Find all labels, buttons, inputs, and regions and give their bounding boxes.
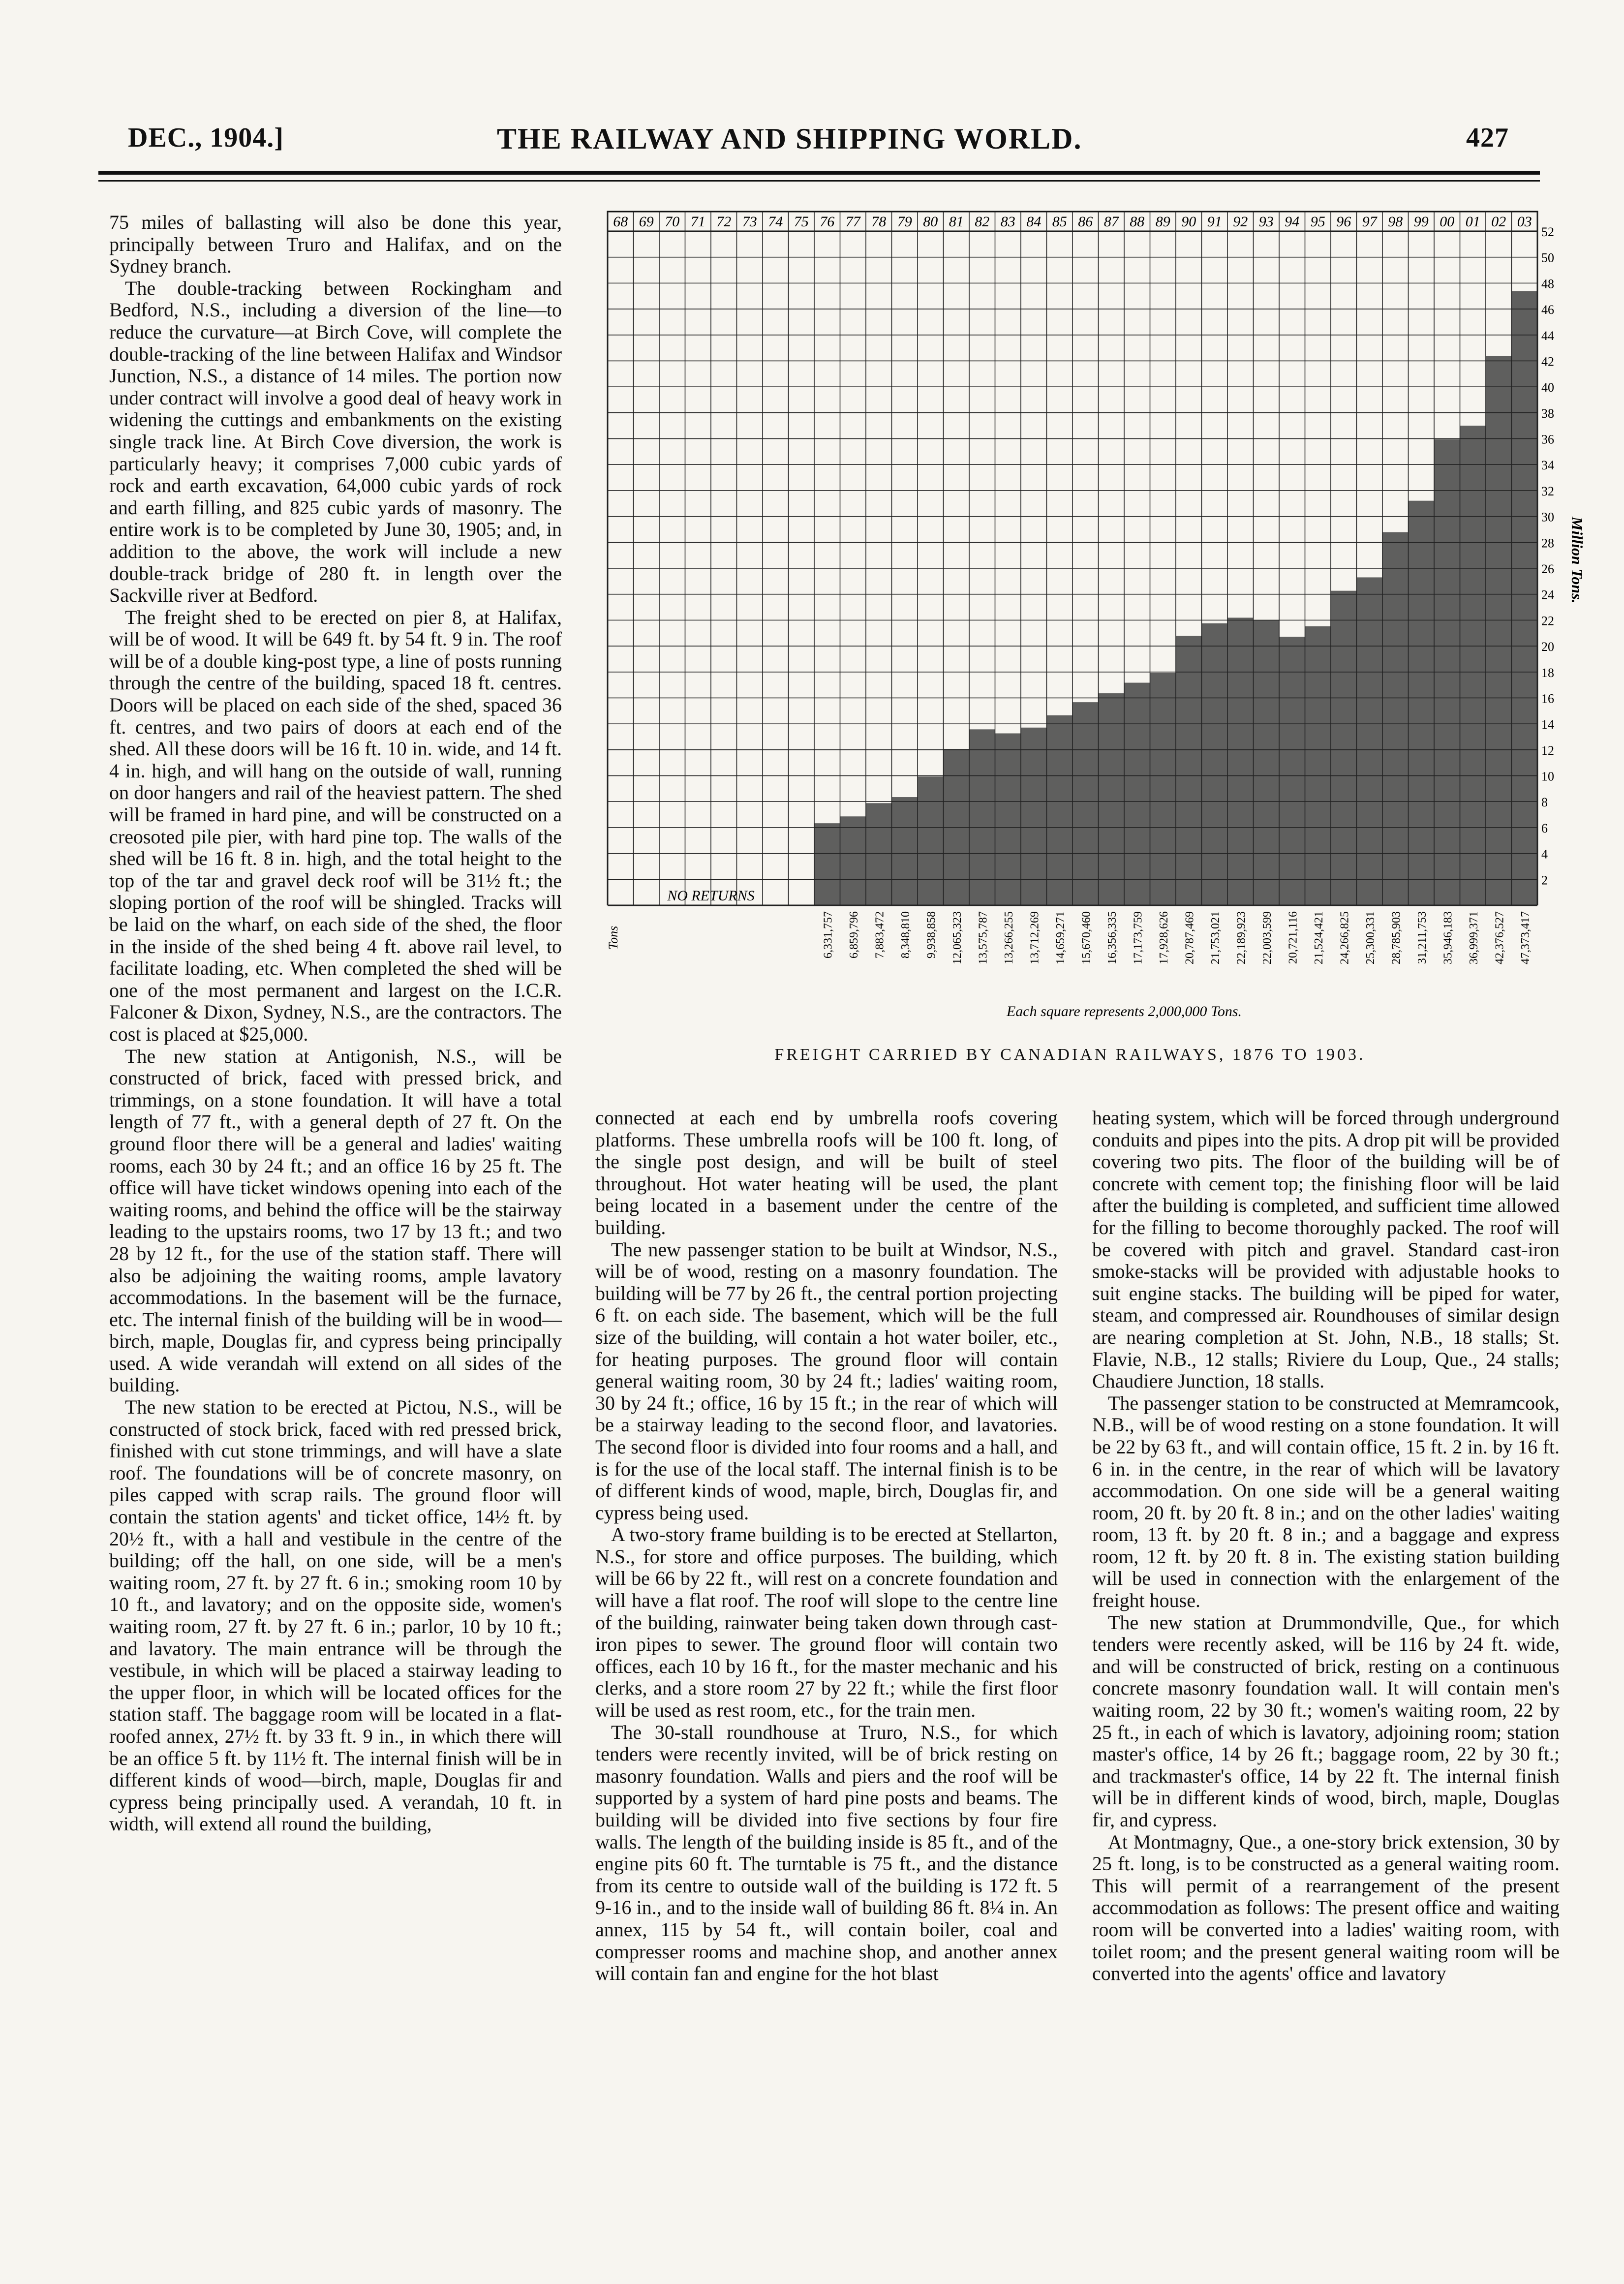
year-label: 99 [1413, 214, 1429, 230]
x-unit-label: Tons [606, 926, 620, 950]
value-label: 8,348,810 [899, 911, 912, 958]
value-label: 13,575,787 [977, 911, 990, 964]
year-label: 79 [897, 214, 912, 230]
text-column-left [109, 212, 562, 2130]
year-label: 98 [1388, 214, 1403, 230]
year-label: 88 [1130, 214, 1145, 230]
year-label: 72 [716, 214, 732, 230]
chart-caption: FREIGHT CARRIED BY CANADIAN RAILWAYS, 1876 TO 1903. [774, 1046, 1366, 1064]
y-axis-label: Million Tons. [1568, 517, 1586, 604]
freight-bar [1409, 501, 1435, 905]
year-label: 90 [1181, 214, 1196, 230]
year-label: 74 [768, 214, 783, 230]
y-tick-label: 38 [1541, 406, 1554, 421]
freight-bar [1460, 426, 1486, 905]
y-tick-label: 24 [1541, 587, 1554, 602]
freight-bar [1305, 626, 1331, 905]
year-label: 75 [794, 214, 809, 230]
value-label: 20,787,469 [1183, 911, 1196, 964]
value-label: 35,946,183 [1441, 911, 1455, 964]
y-tick-label: 36 [1541, 432, 1554, 447]
year-label: 80 [923, 214, 938, 230]
y-tick-label: 48 [1541, 277, 1554, 291]
value-label: 28,785,903 [1390, 911, 1403, 964]
year-label: 87 [1103, 214, 1119, 230]
freight-bar [840, 816, 866, 905]
freight-bar [1176, 636, 1202, 905]
year-label: 93 [1258, 214, 1274, 230]
paragraph: The freight shed to be erected on pier 8, at Halifax, will be of wood. It will be 649 ft. by 54 ft. 9 in. The roof will be of a double king-post type, a line of posts running through the centre of the building, spaced 18 ft. centres. Doors will be placed on each side of the shed, spaced 36 ft. centres, and two pairs of doors at each end of the shed. All these doors will be 16 ft. 10 in. wide, and 14 ft. 4 in. high, and will hang on the outside of wall, running on door hangers and rail of the heaviest pattern. The shed will be framed in hard pine, and will be constructed on a creosoted pile pier, with hard pine top. The walls of the shed will be 16 ft. 8 in. high, and the total height to the top of the tar and gravel deck roof will be 31½ ft.; the sloping portion of the roof will be shingled. Tracks will be laid on the wharf, on each side of the shed, the floor in the inside of the shed being 4 ft. above rail level, to facilitate loading, etc. When completed the shed will be one of the most permanent and largest on the I.C.R. Falconer & Dixon, Sydney, N.S., are the contractors. The cost is placed at $25,000. [109, 606, 562, 1045]
y-tick-label: 50 [1541, 250, 1554, 265]
text-column-middle [595, 1107, 1058, 2130]
page-number: 427 [1466, 123, 1509, 153]
year-label: 78 [871, 214, 887, 230]
year-label: 91 [1207, 214, 1222, 230]
y-tick-label: 4 [1541, 847, 1548, 862]
year-label: 70 [665, 214, 680, 230]
year-label: 03 [1517, 214, 1532, 230]
paragraph: The passenger station to be constructed at Memramcook, N.B., will be of wood resting on a stone foundation. It will be 22 by 63 ft., and will contain office, 15 ft. 2 in. by 16 ft. 6 in. in the centre, in the rear of which will be lavatory accommodation. On one side will be a general waiting room, 20 ft. by 20 ft. 8 in.; and on the other ladies' waiting room, 13 ft. by 20 ft. 8 in.; and a baggage and express room, 12 ft. by 20 ft. 8 in. The existing station building will be used in connection with the enlargement of the freight house. [1092, 1391, 1560, 1612]
value-label: 6,859,796 [847, 911, 860, 958]
y-tick-label: 28 [1541, 536, 1554, 551]
freight-bar [1150, 673, 1176, 905]
year-label: 83 [1000, 214, 1015, 230]
value-label: 14,659,271 [1054, 911, 1067, 964]
issue-date: DEC., 1904.] [128, 123, 284, 153]
freight-bar [969, 729, 995, 905]
year-label: 81 [949, 214, 964, 230]
paragraph: A two-story frame building is to be erected at Stellarton, N.S., for store and office purposes. The building, which will be 66 by 22 ft., will rest on a concrete foundation and will have a flat roof. The roof will slope to the centre line of the building, rainwater being taken down through cast-iron pipes to sewer. The ground floor will contain two offices, each 10 by 16 ft., for the master mechanic and his clerks, and a store room 27 by 22 ft.; while the first floor will be used as rest room, etc., for the train men. [595, 1523, 1058, 1722]
paragraph: The 30-stall roundhouse at Truro, N.S., for which tenders were recently invited, will be of brick resting on masonry foundation. Walls and piers and the roof will be supported by a system of hard pine posts and beams. The building will be divided into five sections by four fire walls. The length of the building inside is 85 ft., and of the engine pits 60 ft. The turntable is 75 ft., and the distance from its centre to outside wall of the building is 172 ft. 5 9-16 in., and to the inside wall of building 86 ft. 8¼ in. An annex, 115 by 54 ft., will contain boiler, coal and compresser rooms and machine shop, and another annex will contain fan and engine for the hot blast [595, 1721, 1058, 1985]
paragraph: 75 miles of ballasting will also be done this year, principally between Truro and Halifax, and on the Sydney branch. [109, 211, 562, 278]
paragraph: heating system, which will be forced through underground conduits and pipes into the pits. A drop pit will be provided covering two pits. The floor of the building will be of concrete with cement top; the finishing floor will be laid after the building is completed, and sufficient time allowed for the filling to become thoroughly packed. The roof will be covered with pitch and gravel. Standard cast-iron smoke-stacks will be provided with adjustable hooks to suit engine stacks. The building will be piped for water, steam, and compressed air. Roundhouses of similar design are nearing completion at St. John, N.B., 18 stalls; St. Flavie, N.B., 12 stalls; Riviere du Loup, Que., 24 stalls; Chaudiere Junction, 18 stalls. [1092, 1107, 1560, 1392]
value-label: 9,938,858 [925, 911, 938, 958]
paragraph: The double-tracking between Rockingham and Bedford, N.S., including a diversion of the line—to reduce the curvature—at Birch Cove, will complete the double-tracking of the line between Halifax and Windsor Junction, N.S., a distance of 14 miles. The portion now under contract will involve a good deal of heavy work in widening the cuttings and embankments on the existing single track line. At Birch Cove diversion, the work is particularly heavy; it comprises 7,000 cubic yards of rock and earth excavation, 64,000 cubic yards of rock and earth filling, and 825 cubic yards of masonry. The entire work is to be completed by June 30, 1905; and, in addition to the above, the work will include a new double-track bridge of 280 ft. in length over the Sackville river at Bedford. [109, 277, 562, 607]
y-tick-label: 18 [1541, 665, 1554, 680]
freight-bar [1202, 623, 1228, 905]
y-tick-label: 16 [1541, 691, 1554, 706]
y-tick-label: 52 [1541, 225, 1554, 239]
year-label: 94 [1285, 214, 1300, 230]
no-returns-label: NO RETURNS [667, 888, 755, 904]
value-label: 16,356,335 [1105, 911, 1119, 964]
value-label: 17,173,759 [1132, 911, 1145, 964]
y-tick-label: 34 [1541, 458, 1554, 473]
value-label: 20,721,116 [1287, 911, 1300, 964]
freight-bar [892, 797, 918, 905]
year-label: 97 [1362, 214, 1377, 230]
paragraph: The new station to be erected at Pictou, N.S., will be constructed of stock brick, faced with red pressed brick, finished with cut stone trimmings, and will have a slate roof. The foundations will be of concrete masonry, on piles capped with scrap rails. The ground floor will contain the station agents' and ticket office, 14½ ft. by 20½ ft., with a hall and vestibule in the centre of the building; off the hall, on one side, will be a men's waiting room, 27 ft. by 27 ft. 6 in.; smoking room 10 by 10 ft., and lavatory; and on the opposite side, women's waiting room, 27 ft. by 27 ft. 6 in.; parlor, 10 by 10 ft.; and lavatory. The main entrance will be through the vestibule, in which will be placed a stairway leading to the upper floor, in which will be located offices for the station staff. The baggage room will be located in a flat-roofed annex, 27½ ft. by 33 ft. 9 in., in which there will be an office 5 ft. by 11½ ft. The internal finish will be in different kinds of wood—birch, maple, Douglas fir and cypress being principally used. A verandah, 10 ft. in width, will extend all round the building, [109, 1396, 562, 1835]
value-label: 31,211,753 [1415, 911, 1429, 964]
freight-bar [1227, 617, 1254, 905]
value-label: 21,524,421 [1312, 911, 1325, 964]
freight-bar [1279, 637, 1305, 905]
value-label: 6,331,757 [822, 911, 835, 958]
text-column-right [1092, 1107, 1560, 2130]
year-label: 95 [1310, 214, 1325, 230]
value-label: 47,373,417 [1519, 911, 1532, 964]
year-label: 89 [1155, 214, 1170, 230]
year-label: 00 [1440, 214, 1455, 230]
freight-bar [1047, 715, 1073, 905]
value-label: 7,883,472 [873, 911, 887, 958]
y-tick-label: 12 [1541, 743, 1554, 758]
year-label: 01 [1465, 214, 1480, 230]
value-label: 21,753,021 [1209, 911, 1222, 964]
year-label: 84 [1026, 214, 1042, 230]
year-label: 96 [1336, 214, 1351, 230]
paragraph: The new station at Drummondville, Que., for which tenders were recently asked, will be 116 by 24 ft. wide, and will be constructed of brick, resting on a continuous concrete masonry foundation wall. It will contain men's waiting room, 22 by 30 ft.; women's waiting room, 22 by 25 ft., in each of which is lavatory, adjoining room; station master's office, 14 by 26 ft.; baggage room, 22 by 30 ft.; and trackmaster's office, 14 by 22 ft. The internal finish will be in different kinds of wood, birch, maple, Douglas fir, and cypress. [1092, 1611, 1560, 1831]
year-label: 71 [690, 214, 705, 230]
y-tick-label: 6 [1541, 821, 1548, 835]
y-tick-label: 40 [1541, 380, 1554, 395]
freight-bar [1072, 702, 1099, 905]
y-tick-label: 8 [1541, 795, 1548, 810]
value-label: 12,065,323 [950, 911, 964, 964]
year-label: 73 [742, 214, 757, 230]
y-tick-label: 20 [1541, 640, 1554, 654]
y-tick-label: 2 [1541, 873, 1548, 888]
freight-bar [1124, 683, 1150, 905]
value-label: 36,999,371 [1467, 911, 1480, 964]
y-tick-label: 42 [1541, 354, 1554, 369]
value-label: 13,712,269 [1028, 911, 1042, 964]
y-tick-label: 30 [1541, 510, 1554, 525]
value-label: 17,928,626 [1157, 911, 1170, 964]
year-label: 76 [820, 214, 835, 230]
value-label: 22,003,599 [1260, 911, 1274, 964]
value-label: 24,266,825 [1338, 911, 1351, 964]
value-label: 13,266,255 [1002, 911, 1015, 964]
y-tick-label: 46 [1541, 303, 1554, 317]
year-label: 68 [613, 214, 628, 230]
freight-bar [1099, 693, 1125, 905]
freight-bar [814, 823, 840, 905]
year-label: 86 [1078, 214, 1093, 230]
y-tick-label: 26 [1541, 562, 1554, 576]
paragraph: connected at each end by umbrella roofs covering platforms. These umbrella roofs will be 100 ft. long, of the single post design, and will be built of steel throughout. Hot water heating will be used, the plant being located in a basement under the centre of the building. [595, 1107, 1058, 1238]
freight-bar [1512, 291, 1538, 905]
freight-bar [1021, 728, 1047, 905]
year-label: 77 [845, 214, 860, 230]
header-rule-thin [98, 180, 1540, 182]
y-tick-label: 32 [1541, 484, 1554, 498]
year-label: 92 [1233, 214, 1248, 230]
header-rule-thick [98, 171, 1540, 175]
value-label: 15,670,460 [1080, 911, 1093, 964]
value-label: 22,189,923 [1235, 911, 1248, 964]
paragraph: At Montmagny, Que., a one-story brick extension, 30 by 25 ft. long, is to be constructed as a general waiting room. This will permit of a rearrangement of the present accommodation as follows: The present office and waiting room will be converted into a ladies' waiting room, with toilet room; and the present general waiting room will be converted into the agents' office and lavatory [1092, 1830, 1560, 1985]
paragraph: The new station at Antigonish, N.S., will be constructed of brick, faced with pressed brick, and trimmings, on a stone foundation. It will have a total length of 77 ft., with a general depth of 27 ft. On the ground floor there will be a general and ladies' waiting rooms, each 30 by 24 ft.; and an office 16 by 25 ft. The office will have ticket windows opening into each of the waiting rooms, and behind the office will be the stairway leading to the upstairs rooms, two 17 by 13 ft.; and two 28 by 12 ft., for the use of the station staff. There will also be adjoining the waiting rooms, ample lavatory accommodations. In the basement will be the furnace, etc. The internal finish of the building will be in wood—birch, maple, Douglas fir, and cypress being principally used. A wide verandah will extend on all sides of the building. [109, 1045, 562, 1396]
freight-bar [918, 776, 944, 905]
freight-chart [590, 212, 1586, 1043]
year-label: 69 [639, 214, 654, 230]
chart-footnote: Each square represents 2,000,000 Tons. [1006, 1003, 1242, 1019]
freight-bar [1357, 577, 1383, 905]
year-label: 82 [975, 214, 990, 230]
value-label: 42,376,527 [1493, 911, 1506, 964]
freight-bar [1382, 532, 1409, 905]
journal-title: THE RAILWAY AND SHIPPING WORLD. [497, 123, 1082, 155]
y-tick-label: 22 [1541, 614, 1554, 628]
year-label: 02 [1491, 214, 1506, 230]
freight-bar [944, 749, 970, 905]
paragraph: The new passenger station to be built at Windsor, N.S., will be of wood, resting on a masonry foundation. The building will be 77 by 26 ft., the central portion projecting 6 ft. on each side. The basement, which will be the full size of the building, will contain a hot water boiler, etc., for heating purposes. The ground floor will contain general waiting room, 30 by 24 ft.; ladies' waiting room, 30 by 24 ft.; office, 16 by 15 ft.; in the rear of which will be a stairway leading to the second floor, and lavatories. The second floor is divided into four rooms and a hall, and is for the use of the local staff. The internal finish is to be of different kinds of wood, maple, birch, Douglas fir, and cypress being used. [595, 1238, 1058, 1524]
freight-bar [1254, 620, 1280, 905]
year-label: 85 [1052, 214, 1067, 230]
value-label: 25,300,331 [1364, 911, 1377, 964]
freight-bar [1331, 591, 1357, 905]
y-tick-label: 14 [1541, 717, 1554, 732]
y-tick-label: 10 [1541, 769, 1554, 784]
freight-bar [866, 803, 892, 905]
y-tick-label: 44 [1541, 328, 1554, 343]
